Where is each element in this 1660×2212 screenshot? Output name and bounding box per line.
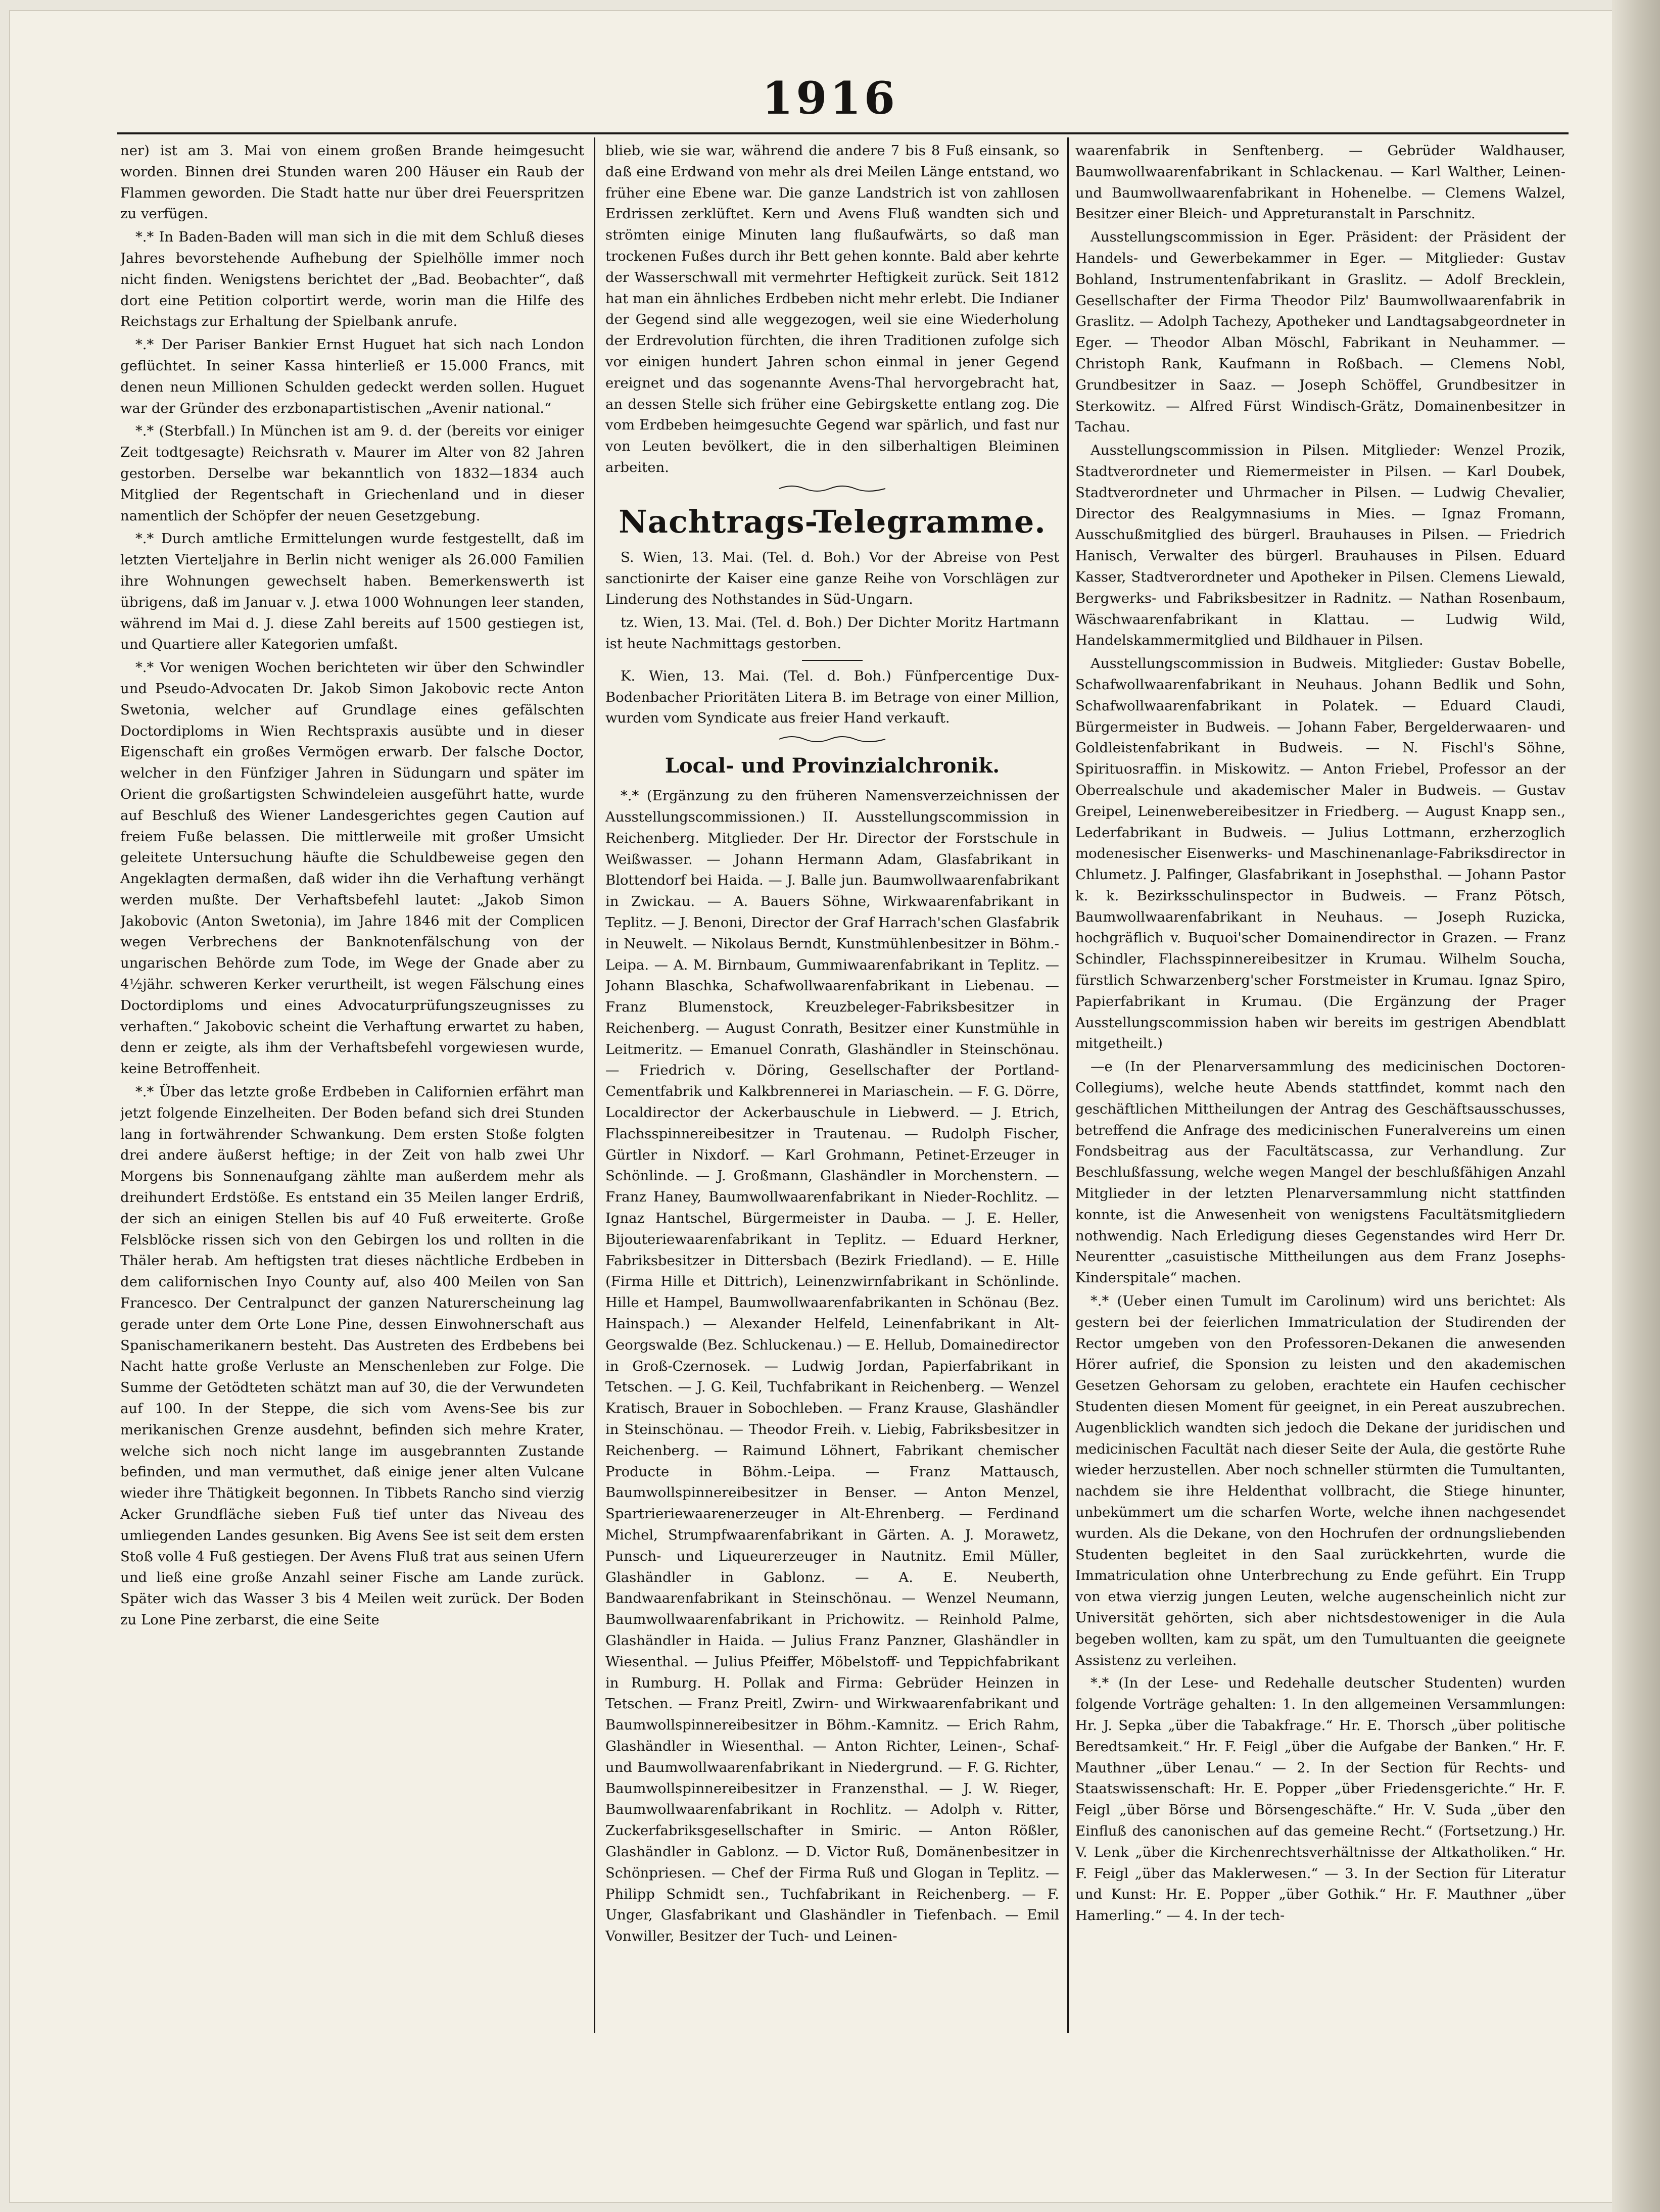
article-paragraph: S. Wien, 13. Mai. (Tel. d. Boh.) Vor der Abreise von Pest sanctionirte der Kaiser eine ganze Reihe von Vorschlägen zur Linderung des Nothstandes in Süd-Ungarn. — [605, 549, 1059, 608]
column-2 — [605, 140, 1059, 2040]
decorative-swirl-rule — [605, 733, 1059, 748]
scan-edge-shadow — [1612, 0, 1660, 2212]
article-paragraph: *.* (Ueber einen Tumult im Carolinum) wird uns berichtet: Als gestern bei der feierlichen Immatriculation der Studirenden der Rector umgeben von den Professoren-Dekanen die anwesenden Hörer aufrief, die Sponsion zu leisten und den akademischen Gesetzen Gehorsam zu geloben, erachtete ein Haufen cechischer Studenten diesen Moment für geeignet, in ein Pereat auszubrechen. Augenblicklich wandten sich jedoch die Dekane der juridischen und medicinischen Facultät nach dieser Seite der Aula, die gestörte Ruhe wieder herzustellen. Aber noch schneller stürmten die Tumultanten, nachdem sie ihre Heldenthat vollbracht, die Stiege hinunter, unbekümmert um die scharfen Worte, welche ihnen nachgesendet wurden. Als die Dekane, von den Hochrufen der ordnungsliebenden Studenten begleitet in den Saal zurückkehrten, wurde die Immatriculation ohne Unterbrechung zu Ende geführt. Ein Trupp von etwa vierzig jungen Leuten, welche augenscheinlich nicht zur Universität gehörten, sich aber nichtsdestoweniger in die Aula begeben wollten, kam zu spät, um den Tumultuanten die geeignete Assistenz zu verleihen. — [1075, 1293, 1566, 1668]
article-paragraph: Ausstellungscommission in Budweis. Mitglieder: Gustav Bobelle, Schafwollwaarenfabrikant in Neuhaus. Johann Bedlik und Sohn, Schafwollwaarenfabrikant in Polatek. — Eduard Claudi, Bürgermeister in Budweis. — Johann Faber, Bergelderwaaren- und Goldleistenfabrikant in Budweis. — N. Fischl's Söhne, Spirituosraffin. in Miskowitz. — Anton Friebel, Professor an der Oberrealschule und akademischer Maler in Budweis. — Gustav Greipel, Leinenwebereibesitzer in Friedberg. — August Knapp sen., Lederfabrikant in Budweis. — Julius Lottmann, erzherzoglich modenesischer Eisenwerks- und Maschinenanlage-Fabriksdirector in Chlumetz. J. Palfinger, Glasfabrikant in Josephsthal. — Johann Pastor k. k. Bezirksschulinspector in Budweis. — Franz Pötsch, Baumwollwaarenfabrikant in Neuhaus. — Joseph Ruzicka, hochgräflich v. Buquoi'scher Domainendirector in Grazen. — Franz Schindler, Flachsspinnereibesitzer in Krumau. Wilhelm Soucha, fürstlich Schwarzenberg'scher Forstmeister in Krumau. Ignaz Spiro, Papierfabrikant in Krumau. (Die Ergänzung der Prager Ausstellungscommission haben wir bereits im gestrigen Abendblatt mitgetheilt.) — [1075, 655, 1566, 1052]
article-paragraph: *.* Durch amtliche Ermittelungen wurde festgestellt, daß im letzten Vierteljahre in Berlin nicht weniger als 26.000 Familien ihre Wohnungen gewechselt haben. Bemerkenswerth ist übrigens, daß im Januar v. J. etwa 1000 Wohnungen leer standen, während im Mai d. J. diese Zahl bereits auf 1500 gestiegen ist, und Quartiere aller Kategorien umfaßt. — [120, 531, 584, 653]
article-paragraph: *.* In Baden-Baden will man sich in die mit dem Schluß dieses Jahres bevorstehende Aufhebung der Spielhölle immer noch nicht finden. Wenigstens berichtet der „Bad. Beobachter“, daß dort eine Petition colportirt werde, worin man die Hilfe des Reichstags zur Erhaltung der Spielbank anrufe. — [120, 229, 584, 330]
section-title-local-chronicle: Local- und Provinzialchronik. — [665, 754, 1000, 778]
article-paragraph: waarenfabrik in Senftenberg. — Gebrüder Waldhauser, Baumwollwaarenfabrikant in Schlackenau. — Karl Walther, Leinen- und Baumwollwaarenfabrikant in Hohenelbe. — Clemens Walzel, Besitzer einer Bleich- und Appreturanstalt in Parschnitz. — [1075, 142, 1566, 222]
header-rule — [117, 132, 1569, 134]
article-paragraph: blieb, wie sie war, während die andere 7 bis 8 Fuß einsank, so daß eine Erdwand von mehr als drei Meilen Länge entstand, wo früher eine Ebene war. Die ganze Landstrich ist von zahllosen Erdrissen zerklüftet. Kern und Avens Fluß wandten sich und strömten einige Minuten lang flußaufwärts, so daß man trockenen Fußes durch ihr Bett gehen konnte. Bald aber kehrte der Wasserschwall mit vermehrter Heftigkeit zurück. Seit 1812 hat man ein ähnliches Erdbeben nicht mehr erlebt. Die Indianer der Gegend sind alle weggezogen, weil sie eine Wiederholung der Erdrevolution fürchten, die ihren Traditionen zufolge sich vor einigen hundert Jahren schon einmal in jener Gegend ereignet und das sogenannte Avens-Thal hervorgebracht hat, an dessen Stelle sich früher eine Gebirgskette entlang zog. Die vom Erdbeben heimgesuchte Gegend war spärlich, und fast nur von Leuten bevölkert, die in den silberhaltigen Bleiminen arbeiten. — [605, 142, 1059, 475]
short-divider-rule — [802, 660, 863, 661]
article-paragraph: *.* Vor wenigen Wochen berichteten wir über den Schwindler und Pseudo-Advocaten Dr. Jakob Simon Jakobovic recte Anton Swetonia, welcher auf Grundlage eines gefälschten Doctordiploms in Wien Rechtspraxis ausübte und in dieser Eigenschaft ein großes Vermögen erwarb. Der falsche Doctor, welcher in den Fünfziger Jahren in Südungarn und später im Orient die großartigsten Schwindeleien ausgeführt hatte, wurde auf Beschluß des Wiener Landesgerichtes gegen Caution auf freiem Fuße belassen. Die mittlerweile mit großer Umsicht geleitete Untersuchung häufte die Schuldbeweise gegen den Angeklagten dermaßen, daß wider ihn die Verhaftung verhängt werden mußte. Der Verhaftsbefehl lautet: „Jakob Simon Jakobovic (Anton Swetonia), im Jahre 1846 mit der Complicen wegen Verbrechens der Banknotenfälschung von der ungarischen Behörde zum Tode, im Wege der Gnade aber zu 4½jähr. schweren Kerker verurtheilt, ist wegen Fälschung eines Doctordiploms und eines Advocaturprüfungszeugnisses zu verhaften.“ Jakobovic scheint die Verhaftung erwartet zu haben, denn er zeigte, als ihm der Verhaftsbefehl vorgewiesen wurde, keine Betroffenheit. — [120, 659, 584, 1077]
column-3 — [1075, 140, 1566, 2040]
article-paragraph: Ausstellungscommission in Pilsen. Mitglieder: Wenzel Prozik, Stadtverordneter und Riemermeister in Pilsen. — Karl Doubek, Stadtverordneter und Uhrmacher in Pilsen. — Ludwig Chevalier, Director des Realgymnasiums in Mies. — Ignaz Fromann, Ausschußmitglied des bürgerl. Brauhauses in Pilsen. — Friedrich Hanisch, Verwalter des bürgerl. Brauhauses in Pilsen. Eduard Kasser, Stadtverordneter und Apotheker in Pilsen. Clemens Liewald, Bergwerks- und Fabriksbesitzer in Radnitz. — Nathan Rosenbaum, Wäschwaarenfabrikant in Klattau. — Ludwig Wild, Handelskammermitglied und Bildhauer in Pilsen. — [1075, 442, 1566, 649]
decorative-swirl-rule — [605, 483, 1059, 498]
column-rule-2 — [1067, 137, 1069, 2033]
article-paragraph: *.* (Sterbfall.) In München ist am 9. d. der (bereits vor einiger Zeit todtgesagte) Reichsrath v. Maurer im Alter von 82 Jahren gestorben. Derselbe war bekanntlich von 1832—1834 auch Mitglied der Regentschaft in Griechenland und in dieser namentlich der Schöpfer der neuen Gesetzgebung. — [120, 423, 584, 524]
article-paragraph: —e (In der Plenarversammlung des medicinischen Doctoren-Collegiums), welche heute Abends stattfindet, kommt nach den geschäftlichen Mittheilungen der Antrag des Geschäftsausschusses, betreffend die Anfrage des medicinischen Funeralvereins um einen Fondsbeitrag aus der Facultätscassa, zur Verhandlung. Zur Beschlußfassung, welche wegen Mangel der beschlußfähigen Anzahl Mitglieder in der letzten Plenarversammlung nicht stattfinden konnte, ist die Anwesenheit von wenigstens Facultätsmitgliedern nothwendig. Nach Erledigung dieses Gegenstandes wird Herr Dr. Neurentter „casuistische Mittheilungen aus dem Franz Josephs-Kinderspitale“ machen. — [1075, 1059, 1566, 1286]
article-paragraph: ner) ist am 3. Mai von einem großen Brande heimgesucht worden. Binnen drei Stunden waren 200 Häuser ein Raub der Flammen geworden. Die Stadt hatte nur über drei Feuerspritzen zu verfügen. — [120, 142, 584, 222]
column-rule-1 — [594, 137, 595, 2033]
article-paragraph: Ausstellungscommission in Eger. Präsident: der Präsident der Handels- und Gewerbekammer in Eger. — Mitglieder: Gustav Bohland, Instrumentenfabrikant in Graslitz. — Adolf Brecklein, Gesellschafter der Firma Theodor Pilz' Baumwollwaarenfabrik in Graslitz. — Adolph Tachezy, Apotheker und Landtagsabgeordneter in Eger. — Theodor Alban Möschl, Fabrikant in Neuhammer. — Christoph Rank, Kaufmann in Roßbach. — Clemens Nobl, Grundbesitzer in Saaz. — Joseph Schöffel, Grundbesitzer in Sterkowitz. — Alfred Fürst Windisch-Grätz, Domainenbesitzer in Tachau. — [1075, 229, 1566, 436]
article-paragraph: *.* (In der Lese- und Redehalle deutscher Studenten) wurden folgende Vorträge gehalten: 1. In den allgemeinen Versammlungen: Hr. J. Sepka „über die Tabakfrage.“ Hr. E. Thorsch „über politische Beredtsamkeit.“ Hr. F. Feigl „über die Aufgabe der Banken.“ Hr. F. Mauthner „über Lenau.“ — 2. In der Section für Rechts- und Staatswissenschaft: Hr. E. Popper „über Friedensgerichte.“ Hr. F. Feigl „über Börse und Börsengeschäfte.“ Hr. V. Suda „über den Einfluß des canonischen auf das gemeine Recht.“ (Fortsetzung.) Hr. V. Lenk „über die Kirchenrechtsverhältnisse der Altkatholiken.“ Hr. F. Feigl „über das Maklerwesen.“ — 3. In der Section für Literatur und Kunst: Hr. E. Popper „über Gothik.“ Hr. F. Mauthner „über Hamerling.“ — 4. In der tech- — [1075, 1675, 1566, 1924]
section-banner-telegrams: Nachtrags-Telegramme. — [619, 503, 1046, 540]
article-paragraph: *.* Der Pariser Bankier Ernst Huguet hat sich nach London geflüchtet. In seiner Kassa hinterließ er 15.000 Francs, mit denen neun Millionen Schulden gedeckt werden sollen. Huguet war der Gründer des erzbonapartistischen „Avenir national.“ — [120, 336, 584, 416]
article-paragraph: K. Wien, 13. Mai. (Tel. d. Boh.) Fünfpercentige Dux-Bodenbacher Prioritäten Litera B. im Betrage von einer Million, wurden vom Syndicate aus freier Hand verkauft. — [605, 667, 1059, 727]
article-paragraph: tz. Wien, 13. Mai. (Tel. d. Boh.) Der Dichter Moritz Hartmann ist heute Nachmittags gestorben. — [605, 614, 1059, 652]
column-1 — [120, 140, 584, 2040]
article-paragraph: *.* (Ergänzung zu den früheren Namensverzeichnissen der Ausstellungscommissionen.) II. Ausstellungscommission in Reichenberg. Mitglieder. Der Hr. Director der Forstschule in Weißwasser. — Johann Hermann Adam, Glasfabrikant in Blottendorf bei Haida. — J. Balle jun. Baumwollwaarenfabrikant in Zwickau. — A. Bauers Söhne, Wirkwaarenfabrikant in Teplitz. — J. Benoni, Director der Graf Harrach'schen Glasfabrik in Neuwelt. — Nikolaus Berndt, Kunstmühlenbesitzer in Böhm.-Leipa. — A. M. Birnbaum, Gummiwaarenfabrikant in Teplitz. — Johann Blaschka, Schafwollwaarenfabrikant in Liebenau. — Franz Blumenstock, Kreuzbeleger-Fabriksbesitzer in Reichenberg. — August Conrath, Besitzer einer Kunstmühle in Leitmeritz. — Emanuel Conrath, Glashändler in Steinschönau. — Friedrich v. Döring, Gesellschafter der Portland-Cementfabrik und Kalkbrennerei in Mariaschein. — F. G. Dörre, Localdirector der Ackerbauschule in Liebwerd. — J. Etrich, Flachsspinnereibesitzer in Trautenau. — Rudolph Fischer, Gürtler in Nixdorf. — Karl Grohmann, Petinet-Erzeuger in Schönlinde. — J. Großmann, Glashändler in Morchenstern. — Franz Haney, Baumwollwaarenfabrikant in Nieder-Rochlitz. — Ignaz Hantschel, Bürgermeister in Dauba. — J. E. Heller, Bijouteriewaarenfabrikant in Teplitz. — Eduard Herkner, Fabriksbesitzer in Dittersbach (Bezirk Friedland). — E. Hille (Firma Hille et Dittrich), Leinenzwirnfabrikant in Schönlinde. Hille et Hampel, Baumwollwaarenfabrikanten in Schönau (Bez. Hainspach.) — Alexander Helfeld, Leinenfabrikant in Alt-Georgswalde (Bez. Schluckenau.) — E. Hellub, Domainedirector in Groß-Czernosek. — Ludwig Jordan, Papierfabrikant in Tetschen. — J. G. Keil, Tuchfabrikant in Reichenberg. — Wenzel Kratisch, Brauer in Sobochleben. — Franz Krause, Glashändler in Steinschönau. — Theodor Freih. v. Liebig, Fabriksbesitzer in Reichenberg. — Raimund Löhnert, Fabrikant chemischer Producte in Böhm.-Leipa. — Franz Mattausch, Baumwollspinnereibesitzer in Benser. — Anton Menzel, Spartrieriewaarenerzeuger in Alt-Ehrenberg. — Ferdinand Michel, Strumpfwaarenfabrikant in Gärten. A. J. Morawetz, Punsch- und Liqueurerzeuger in Nautnitz. Emil Müller, Glashändler in Gablonz. — A. E. Neuberth, Bandwaarenfabrikant in Steinschönau. — Wenzel Neumann, Baumwollwaarenfabrikant in Prichowitz. — Reinhold Palme, Glashändler in Haida. — Julius Franz Panzner, Glashändler in Wiesenthal. — Julius Pfeiffer, Möbelstoff- und Teppichfabrikant in Rumburg. H. Pollak and Firma: Gebrüder Heinzen in Tetschen. — Franz Preitl, Zwirn- und Wirkwaarenfabrikant und Baumwollspinnereibesitzer in Böhm.-Kamnitz. — Erich Rahm, Glashändler in Wiesenthal. — Anton Richter, Leinen-, Schaf- und Baumwollwaarenfabrikant in Niedergrund. — F. G. Richter, Baumwollspinnereibesitzer in Franzensthal. — J. W. Rieger, Baumwollwaarenfabrikant in Rochlitz. — Adolph v. Ritter, Zuckerfabriksgesellschafter in Smiric. — Anton Rößler, Glashändler in Gablonz. — D. Victor Ruß, Domänenbesitzer in Schönpriesen. — Chef der Firma Ruß und Glogan in Teplitz. — Philipp Schmidt sen., Tuchfabrikant in Reichenberg. — F. Unger, Glasfabrikant und Glashändler in Tiefenbach. — Emil Vonwiller, Besitzer der Tuch- und Leinen- — [605, 788, 1059, 1945]
page-number: 1916 — [762, 72, 898, 124]
article-paragraph: *.* Über das letzte große Erdbeben in Californien erfährt man jetzt folgende Einzelheiten. Der Boden befand sich drei Stunden lang in fortwährender Schwankung. Dem ersten Stoße folgten drei andere äußerst heftige; in der Zeit von halb zwei Uhr Morgens bis Sonnenaufgang zählte man außerdem mehr als dreihundert Erdstöße. Es entstand ein 35 Meilen langer Erdriß, der sich an einigen Stellen bis auf 40 Fuß erweiterte. Große Felsblöcke rissen sich von den Gebirgen los und rollten in die Thäler herab. Am heftigsten trat dieses nächtliche Erdbeben in dem californischen Inyo County auf, also 400 Meilen von San Francesco. Der Centralpunct der ganzen Naturerscheinung lag gerade unter dem Orte Lone Pine, dessen Einwohnerschaft aus Spanischamerikanern besteht. Das Austreten des Erdbebens bei Nacht hatte große Verluste an Menschenleben zur Folge. Die Summe der Getödteten schätzt man auf 30, die der Verwundeten auf 100. In der Steppe, die sich vom Avens-See bis zur merikanischen Grenze ausdehnt, befinden sich mehre Krater, welche sich noch nicht lange im ausgebrannten Zustande befinden, und man vermuthet, daß einige jener alten Vulcane wieder ihre Thätigkeit begonnen. In Tibbets Rancho sind vierzig Acker Grundfläche sieben Fuß tief unter das Niveau des umliegenden Landes gesunken. Big Avens See ist seit dem ersten Stoß volle 4 Fuß gestiegen. Der Avens Fluß trat aus seinen Ufern und ließ eine große Anzahl seiner Fische am Lande zurück. Später wich das Wasser 3 bis 4 Meilen weit zurück. Der Boden zu Lone Pine zerbarst, die eine Seite — [120, 1084, 584, 1628]
